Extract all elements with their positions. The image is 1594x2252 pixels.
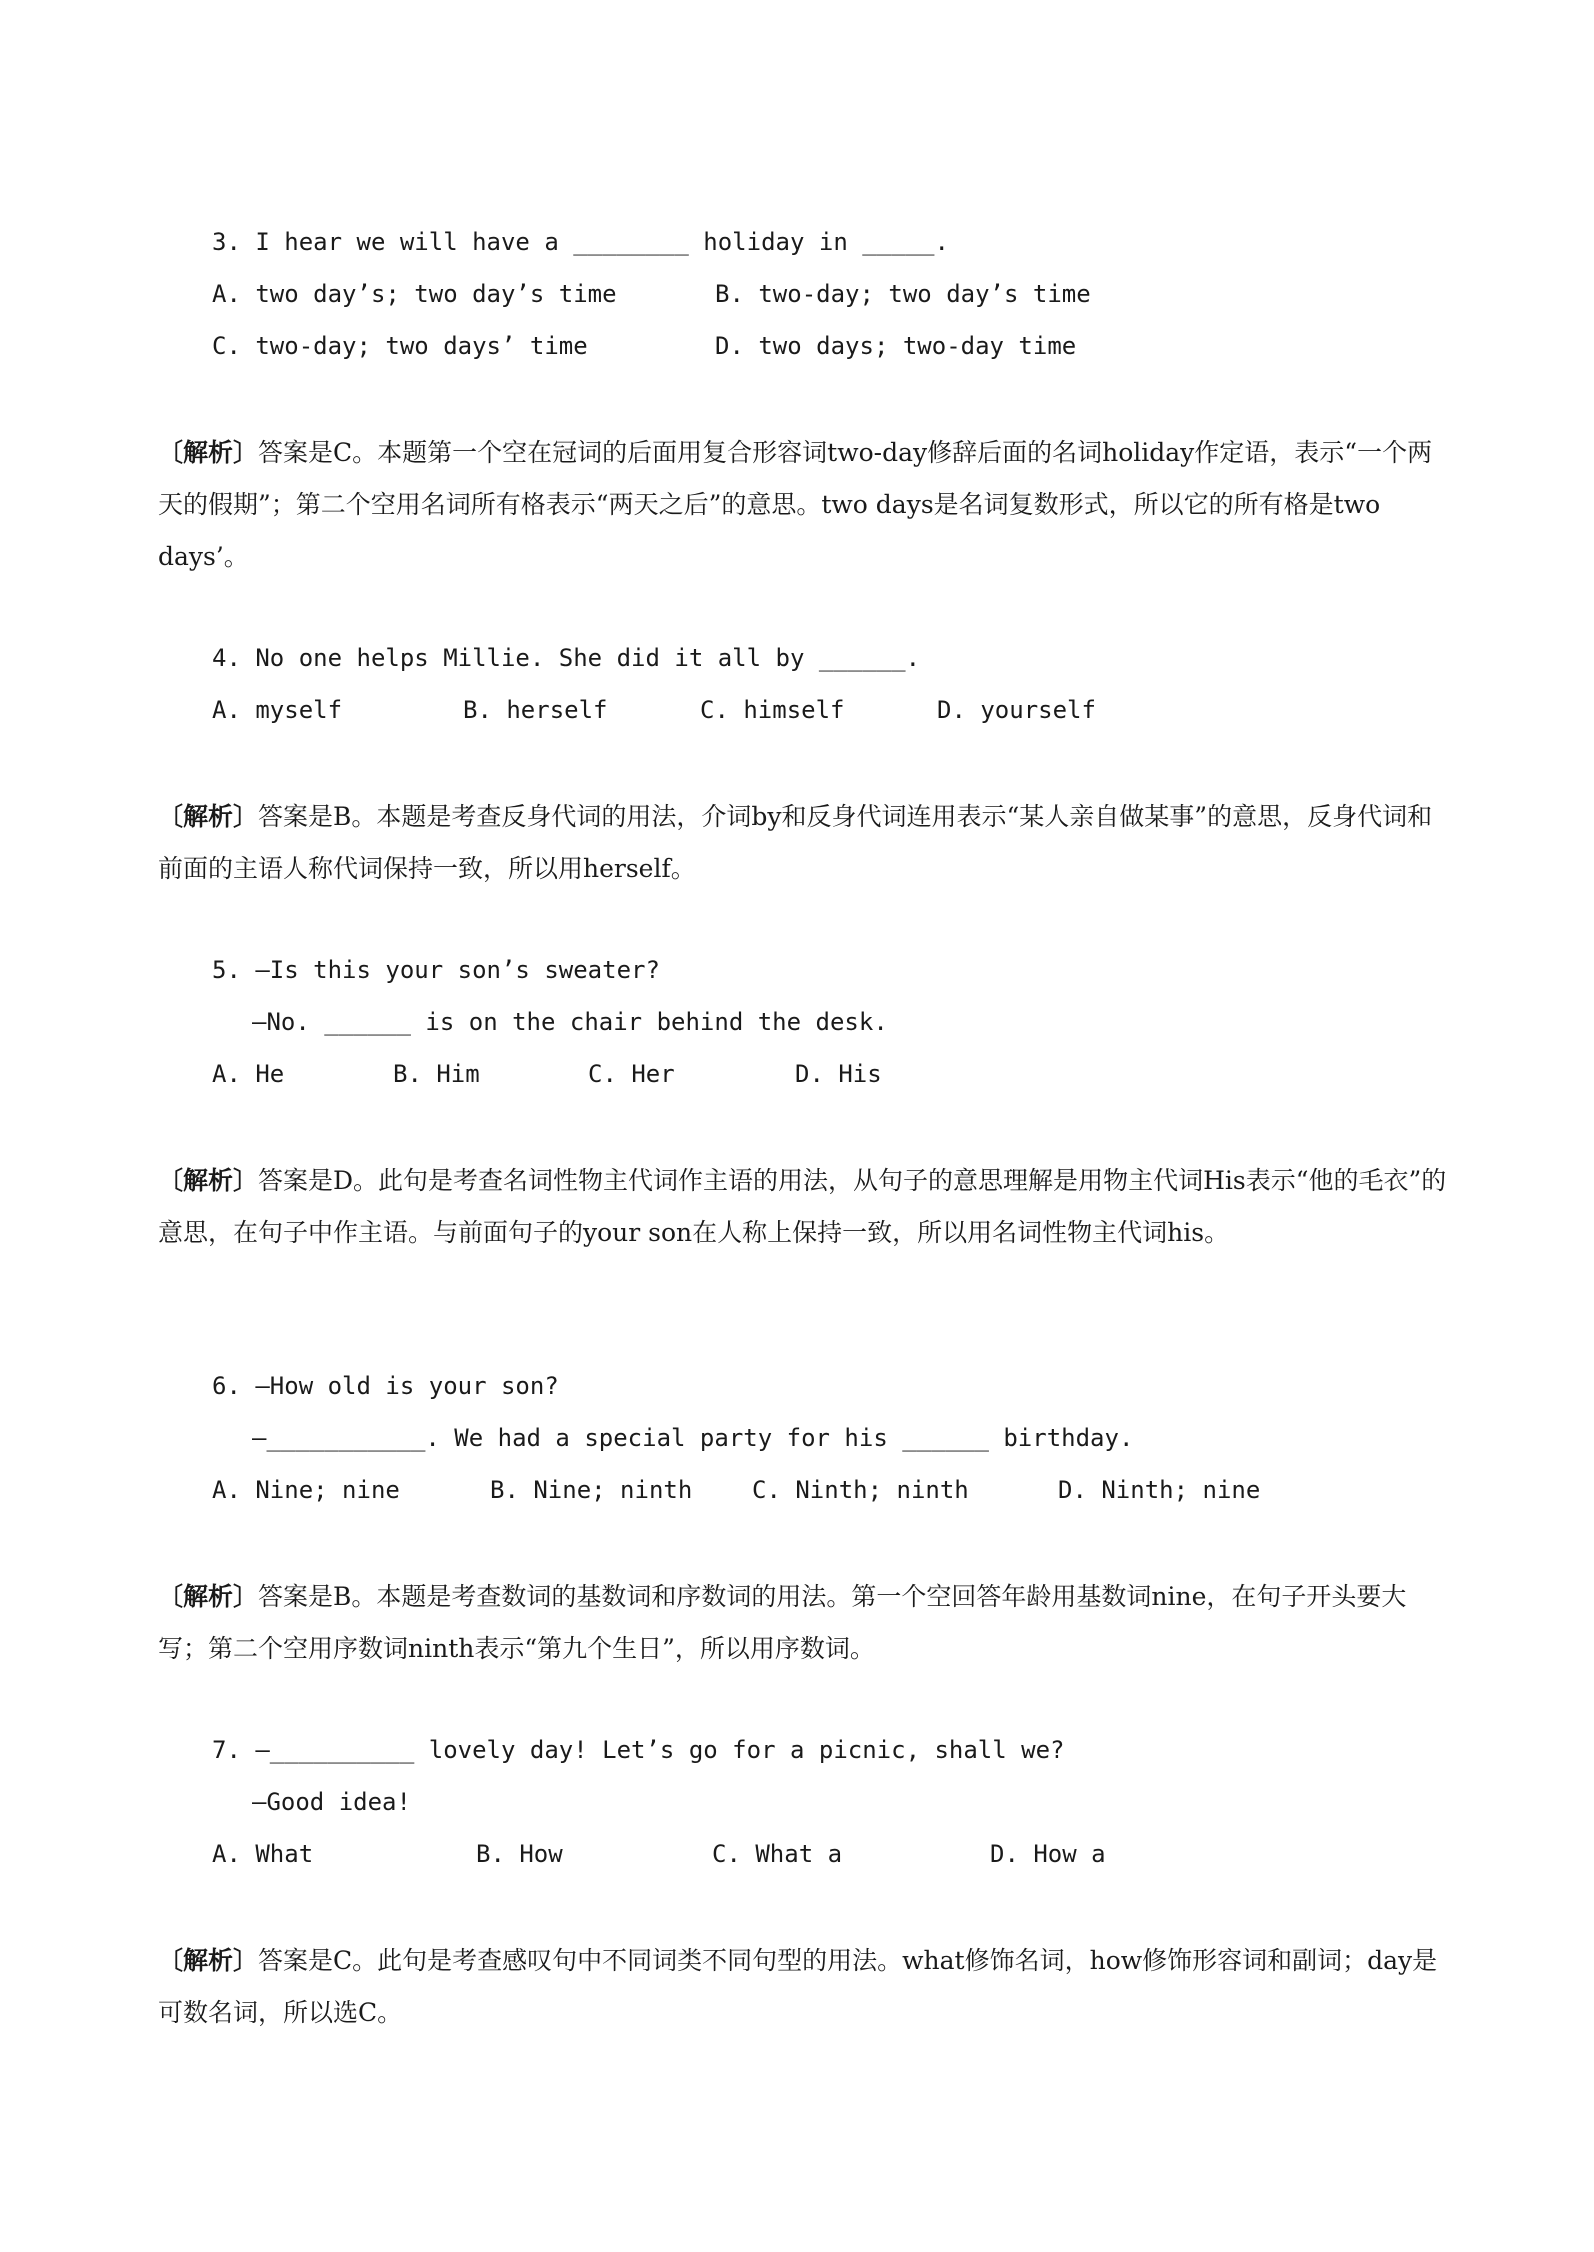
question-6-option-c: C. Ninth; ninth <box>752 1476 969 1504</box>
question-7-stem-reply: —Good idea! <box>252 1788 411 1816</box>
question-5-option-d: D. His <box>795 1060 882 1088</box>
question-4-option-b: B. herself <box>463 696 608 724</box>
question-6-option-d: D. Ninth; nine <box>1058 1476 1261 1504</box>
question-5-stem-reply: —No. ______ is on the chair behind the desk. <box>252 1008 888 1036</box>
analysis-text: 答案是B。本题是考查反身代词的用法，介词by和反身代词连用表示“某人亲自做某事”的意思，反身代词和前面的主语人称代词保持一致，所以用herself。 <box>158 802 1433 883</box>
question-7-stem: 7. —__________ lovely day! Let’s go for a picnic, shall we? <box>212 1736 1065 1764</box>
analysis-text: 答案是C。本题第一个空在冠词的后面用复合形容词two-day修辞后面的名词holiday作定语，表示“一个两天的假期”；第二个空用名词所有格表示“两天之后”的意思。two days是名词复数形式，所以它的所有格是two days’。 <box>158 438 1433 571</box>
question-5-analysis <box>158 1155 1448 1259</box>
question-6-stem-reply: —___________. We had a special party for his ______ birthday. <box>252 1424 1134 1452</box>
question-3-analysis <box>158 427 1448 583</box>
analysis-tag: 〔解析〕 <box>158 1166 259 1195</box>
question-5-option-c: C. Her <box>588 1060 675 1088</box>
question-7-option-c: C. What a <box>712 1840 843 1868</box>
question-6-option-a: A. Nine; nine <box>212 1476 400 1504</box>
question-5-option-b: B. Him <box>393 1060 480 1088</box>
analysis-tag: 〔解析〕 <box>158 1946 259 1975</box>
question-4-option-c: C. himself <box>700 696 845 724</box>
analysis-text: 答案是B。本题是考查数词的基数词和序数词的用法。第一个空回答年龄用基数词nine，在句子开头要大写；第二个空用序数词ninth表示“第九个生日”，所以用序数词。 <box>158 1582 1407 1663</box>
question-7-analysis <box>158 1935 1448 2039</box>
question-3-option-a: A. two day’s; two day’s time <box>212 280 617 308</box>
question-5-option-a: A. He <box>212 1060 285 1088</box>
analysis-tag: 〔解析〕 <box>158 1582 259 1611</box>
question-6-stem: 6. —How old is your son? <box>212 1372 559 1400</box>
analysis-text: 答案是C。此句是考查感叹句中不同词类不同句型的用法。what修饰名词，how修饰形容词和副词；day是可数名词，所以选C。 <box>158 1946 1438 2027</box>
question-6-analysis <box>158 1571 1448 1675</box>
question-3-stem: 3. I hear we will have a ________ holiday in _____. <box>212 228 949 256</box>
question-3-option-d: D. two days; two-day time <box>715 332 1077 360</box>
question-3-option-c: C. two-day; two days’ time <box>212 332 588 360</box>
question-6-option-b: B. Nine; ninth <box>490 1476 693 1504</box>
question-7-option-d: D. How a <box>990 1840 1106 1868</box>
question-7-option-a: A. What <box>212 1840 314 1868</box>
question-7-option-b: B. How <box>476 1840 563 1868</box>
question-4-analysis <box>158 791 1448 895</box>
question-5-stem: 5. —Is this your son’s sweater? <box>212 956 660 984</box>
analysis-text: 答案是D。此句是考查名词性物主代词作主语的用法，从句子的意思理解是用物主代词His表示“他的毛衣”的意思，在句子中作主语。与前面句子的your son在人称上保持一致，所以用名词性物主代词his。 <box>158 1166 1447 1247</box>
question-4-option-a: A. myself <box>212 696 343 724</box>
analysis-tag: 〔解析〕 <box>158 802 259 831</box>
question-4-option-d: D. yourself <box>937 696 1096 724</box>
analysis-tag: 〔解析〕 <box>158 438 259 467</box>
question-4-stem: 4. No one helps Millie. She did it all by ______. <box>212 644 921 672</box>
question-3-option-b: B. two-day; two day’s time <box>715 280 1091 308</box>
